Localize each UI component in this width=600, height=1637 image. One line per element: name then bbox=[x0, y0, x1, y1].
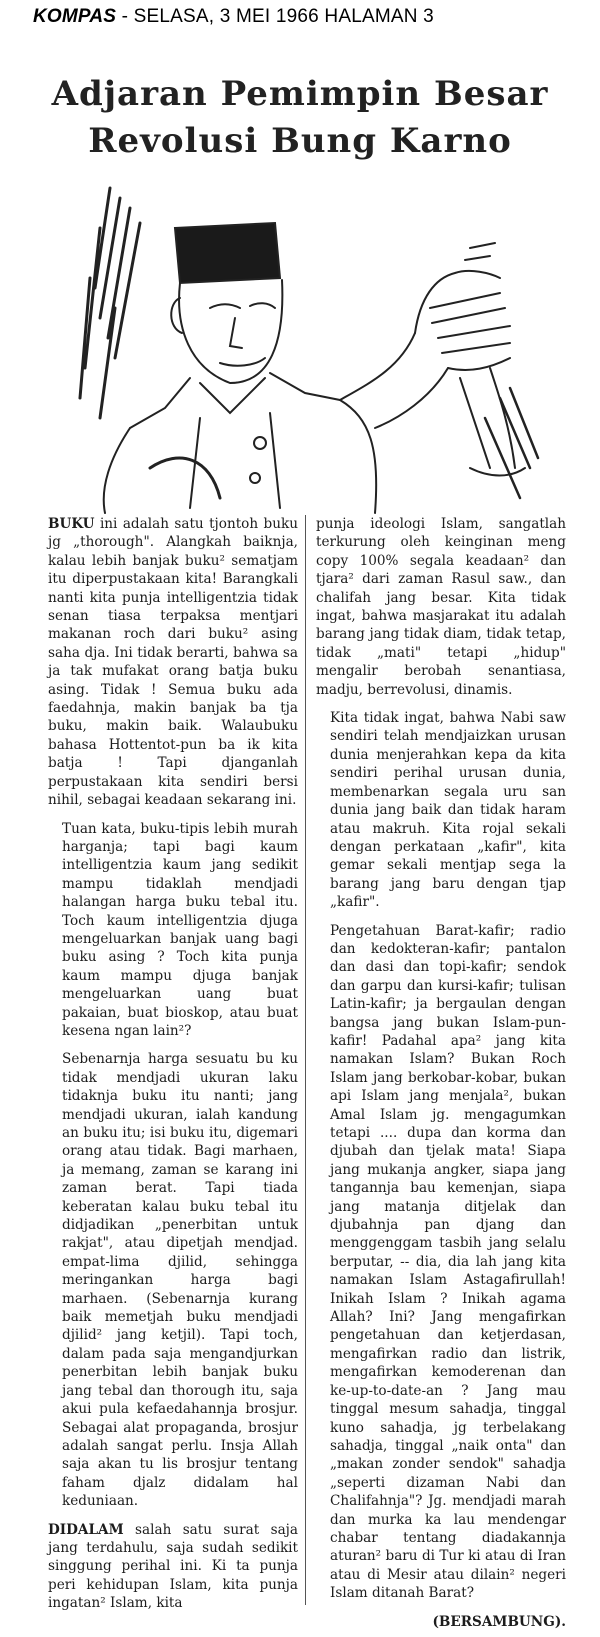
paragraph-6: Kita tidak ingat, bahwa Nabi saw sendiri telah mendjaizkan urusan dunia menjerahkan kepa da kita sendiri perihal urusan dunia, membenarkan segala uru san dunia jang baik dan tidak haram atau makruh. Kita rojal sekali dengan perkataan „kafir", kita gemar sekali mentjap sega la barang jang baru dengan tjap „kafir". bbox=[330, 710, 566, 911]
continued-marker: (BERSAMBUNG). bbox=[432, 1613, 566, 1630]
article-column-left bbox=[48, 515, 298, 1615]
newspaper-header bbox=[33, 6, 434, 28]
headline-line-1: Adjaran Pemimpin Besar bbox=[51, 74, 549, 114]
paragraph-5: punja ideologi Islam, sangatlah terkurung oleh keinginan meng copy 100% segala keadaan² dan tjara² dari zaman Rasul saw., dan chalifah jang besar. Kita tidak ingat, bahwa masjarakat itu adalah barang jang tidak diam, tidak tetap, tidak „mati" tetapi „hidup" mengalir berobah senantiasa, madju, berrevolusi, dinamis. bbox=[316, 516, 566, 698]
paragraph-1-text: ini adalah satu tjontoh buku jg „thorough". Alangkah baiknja, kalau lebih banjak buku² sematjam itu diperpustakaan kita! Barangkali nanti kita punja intelligentzia tidak senan tiasa terpaksa mentjari makanan roch dari buku² asing saha dja. Ini tidak berarti, bahwa sa ja tak mufakat orang batja buku asing. Tidak ! Semua buku ada faedahnja, makin banjak ba tja buku, makin baik. Walaubuku bahasa Hottentot-pun ba ik kita batja ! Tapi djanganlah perpustakaan kita sendiri bersi nihil, sebagai keadaan sekarang ini. bbox=[48, 516, 298, 809]
lead-word-didalam: DIDALAM bbox=[48, 1521, 124, 1538]
lead-word-buku: BUKU bbox=[48, 516, 95, 532]
sketch-portrait-icon bbox=[70, 168, 540, 518]
article-column-right bbox=[316, 515, 566, 1630]
paper-name: KOMPAS bbox=[33, 6, 117, 27]
paragraph-4 bbox=[48, 1521, 298, 1613]
paragraph-1 bbox=[48, 515, 298, 810]
paragraph-7: Pengetahuan Barat-kafir; radio dan kedokteran-kafir; pantalon dan dasi dan topi-kafir; sendok dan garpu dan kursi-kafir; tulisan Latin-kafir; ja bergaulan dengan bangsa jang bukan Islam-pun-kafir! Padahal apa² jang kita namakan Islam? Bukan Roch Islam jang berkobar-kobar, bukan api Islam jang menjala², bukan Amal Islam jg. mengagumkan tetapi .... dupa dan korma dan djubah dan tjelak mata! Siapa jang mukanja angker, siapa jang tangannja bau kemenjan, siapa jang matanja ditjelak dan djubahnja pan djang dan menggenggam tasbih jang selalu berputar, -- dia, dia lah jang kita namakan Islam Astagafirullah! Inikah Islam ? Inikah agama Allah? Ini? Jang mengafirkan pengetahuan dan ketjerdasan, mengafirkan radio dan listrik, mengafirkan kemoderenan dan ke-up-to-date-an ? Jang mau tinggal mesum sahadja, tinggal kuno sahadja, jg terbelakang sahadja, tinggal „naik onta" dan „makan zonder sendok" sahadja „seperti dizaman Nabi dan Chalifahnja"? Jg. mendjadi marah dan murka ka lau mendengar chabar tentang diadakannja aturan² baru di Tur ki atau di Iran atau di Mesir atau dilain² negeri Islam ditanah Barat? bbox=[330, 922, 566, 1602]
paragraph-2: Tuan kata, buku-tipis lebih murah harganja; tapi bagi kaum intelligentzia kaum jang sedikit mampu tidaklah mendjadi halangan harga buku tebal itu. Toch kaum intelligentzia djuga mengeluarkan banjak uang bagi buku asing ? Toch kita punja kaum mampu djuga banjak mengeluarkan uang buat pakaian, buat bioskop, atau buat kesena ngan lain²? bbox=[62, 820, 298, 1039]
headline-line-2: Revolusi Bung Karno bbox=[88, 121, 512, 161]
paragraph-4-text: salah satu surat saja jang terdahulu, saja sudah sedikit singgung perihal ini. Ki ta punja peri kehidupan Islam, kita punja ingatan² Islam, kita bbox=[48, 1521, 298, 1612]
paragraph-3: Sebenarnja harga sesuatu bu ku tidak mendjadi ukuran laku tidaknja buku itu nanti; jang mendjadi ukuran, ialah kandung an buku itu; isi buku itu, digemari orang atau tidak. Bagi marhaen, ja memang, zaman se karang ini zaman berat. Tapi tiada keberatan kalau buku tebal itu didjadikan „penerbitan untuk rakjat", atau dipetjah mendjad. empat-lima djilid, sehingga meringankan harga bagi marhaen. (Sebenarnja kurang baik memetjah buku mendjadi djilid² jang ketjil). Tapi toch, dalam pada saja mengandjurkan penerbitan lebih banjak buku jang tebal dan thorough itu, saja akui pula kefaedahannja brosjur. Sebagai alat propaganda, brosjur adalah sangat perlu. Insja Allah saja akan tu lis brosjur tentang faham djalz didalam hal keduniaan. bbox=[62, 1051, 298, 1510]
dateline: - SELASA, 3 MEI 1966 HALAMAN 3 bbox=[116, 6, 434, 27]
column-divider bbox=[305, 515, 306, 1605]
